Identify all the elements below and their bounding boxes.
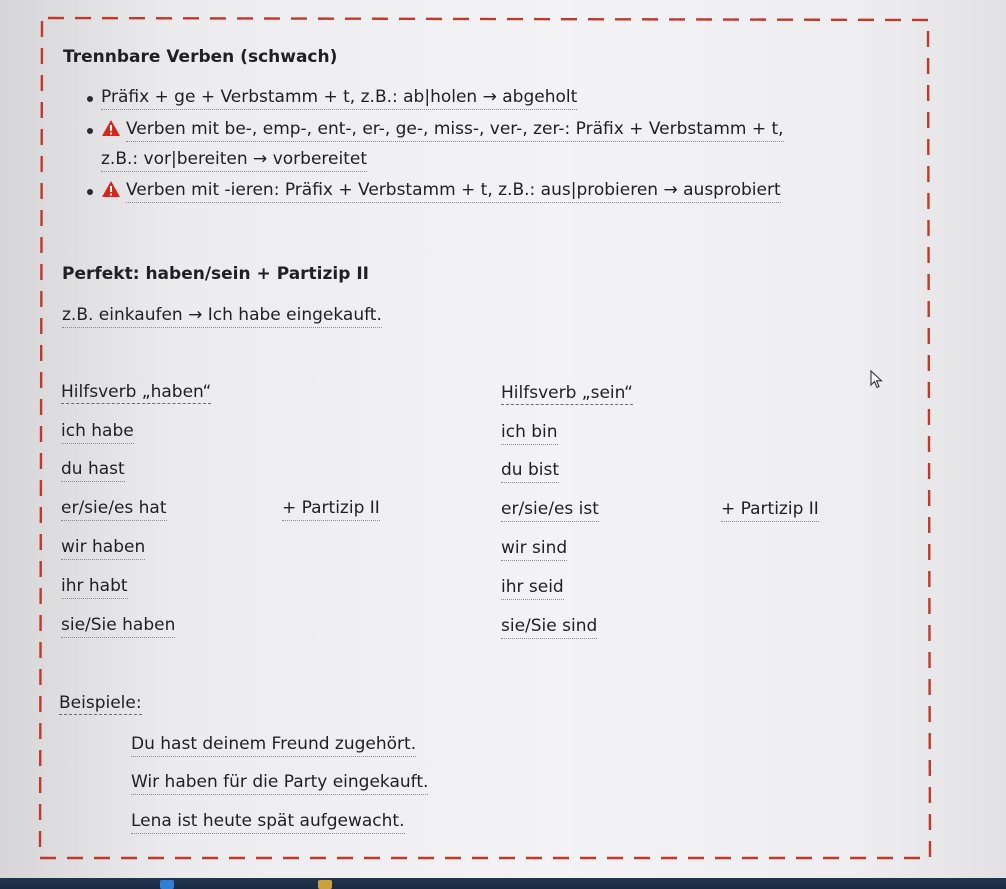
- heading-trennbare-verben: Trennbare Verben (schwach): [63, 47, 338, 67]
- haben-form: ihr habt: [61, 575, 128, 599]
- bullet-point: [87, 128, 93, 134]
- haben-title: Hilfsverb „haben“: [61, 382, 212, 402]
- rule-line-3: Verben mit -ieren: Präfix + Verbstamm + t, z.B.: aus|probieren → ausprobiert: [126, 179, 781, 203]
- sein-form: wir sind: [501, 537, 567, 561]
- warning-triangle-icon: [101, 180, 121, 198]
- rule-line-2: Verben mit be-, emp-, ent-, er-, ge-, miss-, ver-, zer-: Präfix + Verbstamm + t,: [126, 118, 784, 142]
- bullet-point: [87, 189, 93, 195]
- haben-form: wir haben: [61, 536, 145, 560]
- rule-line-2-continuation: z.B.: vor|bereiten → vorbereitet: [101, 148, 367, 172]
- haben-partizip-suffix: + Partizip II: [282, 497, 380, 521]
- sein-form: ich bin: [501, 421, 558, 445]
- haben-form: ich habe: [61, 420, 134, 444]
- warning-triangle-icon: [101, 119, 121, 137]
- example-sentence: Du hast deinem Freund zugehört.: [131, 733, 416, 757]
- heading-perfekt: Perfekt: haben/sein + Partizip II: [62, 264, 369, 284]
- examples-heading: Beispiele:: [59, 693, 142, 713]
- taskbar-app-icon[interactable]: [318, 880, 332, 889]
- rule-line-1: Präfix + ge + Verbstamm + t, z.B.: ab|holen → abgeholt: [101, 86, 577, 110]
- perfekt-example: z.B. einkaufen → Ich habe eingekauft.: [62, 304, 382, 328]
- haben-form: du hast: [61, 458, 125, 482]
- sein-partizip-suffix: + Partizip II: [721, 498, 819, 522]
- sein-form: ihr seid: [501, 576, 564, 600]
- example-sentence: Lena ist heute spät aufgewacht.: [131, 810, 405, 834]
- taskbar-app-icon[interactable]: [160, 880, 174, 889]
- sein-form: du bist: [501, 459, 559, 483]
- example-sentence: Wir haben für die Party eingekauft.: [131, 771, 428, 795]
- sein-form: er/sie/es ist: [501, 498, 599, 522]
- bullet-point: [87, 96, 93, 102]
- sein-form: sie/Sie sind: [501, 615, 597, 639]
- haben-form: sie/Sie haben: [61, 614, 175, 638]
- mouse-cursor-icon: [870, 370, 884, 390]
- taskbar: [0, 878, 1006, 889]
- haben-form: er/sie/es hat: [61, 497, 167, 521]
- sein-title: Hilfsverb „sein“: [501, 383, 633, 403]
